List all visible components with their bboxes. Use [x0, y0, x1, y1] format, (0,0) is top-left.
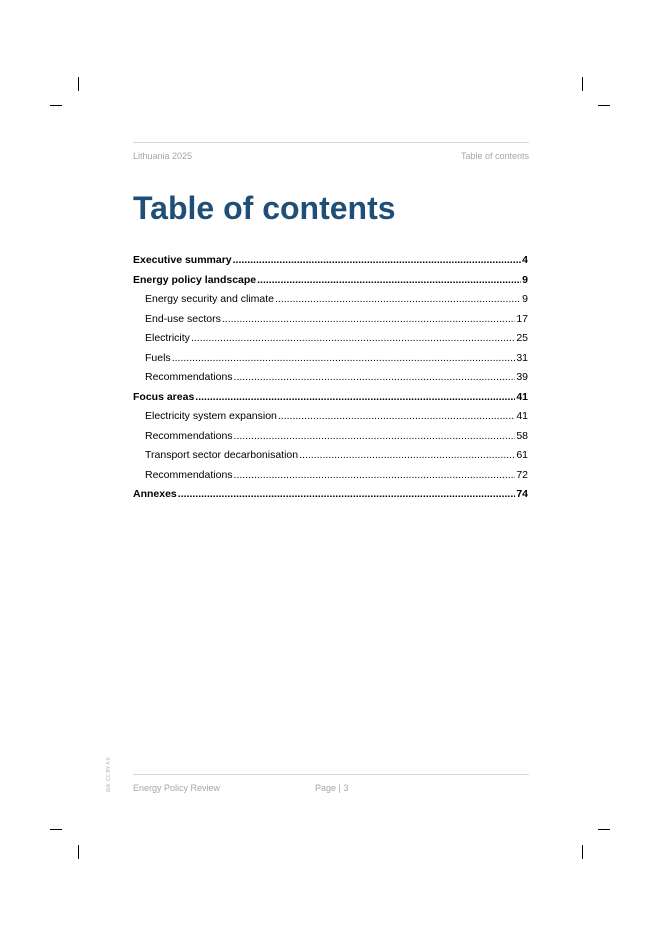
toc-entry-title: Executive summary [133, 254, 232, 266]
toc-entry-title: End-use sectors [145, 312, 221, 325]
toc-dot-leader [195, 390, 515, 404]
running-header-country: Lithuania 2025 [133, 151, 193, 161]
toc-entry-title: Energy security and climate [145, 293, 274, 305]
toc-dot-leader [278, 409, 515, 423]
toc-entry[interactable] [133, 370, 528, 390]
toc-entry[interactable] [133, 409, 528, 429]
toc-entry-title: Annexes [133, 488, 177, 500]
toc-entry-title: Recommendations [145, 371, 233, 383]
crop-mark-top-right-vertical [582, 77, 583, 91]
toc-entry[interactable] [133, 292, 528, 312]
toc-entry-page: 41 [516, 410, 528, 422]
toc-entry-title: Transport sector decarbonisation [145, 449, 299, 461]
toc-entry-page: 25 [516, 332, 528, 344]
toc-dot-leader [257, 273, 521, 287]
toc-entry-title: Electricity system expansion [145, 410, 277, 422]
toc-entry-title: Recommendations [145, 468, 233, 481]
toc-entry-page: 72 [516, 468, 528, 481]
toc-entry[interactable] [133, 390, 528, 410]
crop-mark-top-right-horizontal [598, 105, 610, 106]
crop-mark-bottom-left-vertical [78, 845, 79, 859]
toc-entry[interactable] [133, 273, 528, 293]
toc-entry[interactable] [133, 312, 528, 332]
toc-dot-leader [233, 253, 522, 267]
toc-entry[interactable] [133, 468, 528, 488]
toc-entry[interactable] [133, 253, 528, 273]
toc-entry[interactable] [133, 331, 528, 351]
crop-mark-top-left-horizontal [50, 105, 62, 106]
crop-mark-bottom-left-horizontal [50, 829, 62, 830]
toc-entry-page: 17 [516, 312, 528, 325]
toc-entry-page: 9 [522, 293, 528, 305]
toc-entry-page: 41 [516, 390, 528, 403]
toc-dot-leader [234, 429, 516, 443]
toc-entry[interactable] [133, 351, 528, 371]
page-title: Table of contents [133, 190, 396, 226]
toc-entry-page: 39 [516, 371, 528, 383]
toc-entry-page: 61 [516, 449, 528, 461]
toc-dot-leader [234, 370, 516, 384]
header-divider [133, 142, 529, 143]
toc-entry-page: 58 [516, 429, 528, 442]
toc-dot-leader [172, 351, 516, 365]
toc-dot-leader [234, 468, 516, 482]
toc-dot-leader [191, 331, 515, 345]
toc-dot-leader [222, 312, 515, 326]
toc-entry-title: Energy policy landscape [133, 273, 257, 286]
page-number: Page | 3 [315, 783, 349, 793]
toc-entry-page: 4 [522, 254, 528, 266]
toc-dot-leader [275, 292, 521, 306]
running-footer-publication: Energy Policy Review [133, 783, 221, 793]
table-of-contents [133, 253, 528, 507]
running-header-section: Table of contents [460, 151, 529, 161]
toc-entry-title: Electricity [145, 332, 190, 344]
crop-mark-bottom-right-vertical [582, 845, 583, 859]
toc-entry-title: Fuels [145, 351, 171, 364]
crop-mark-top-left-vertical [78, 77, 79, 91]
toc-entry-page: 31 [516, 351, 528, 364]
toc-entry[interactable] [133, 448, 528, 468]
toc-entry-title: Focus areas [133, 390, 195, 403]
toc-entry[interactable] [133, 487, 528, 507]
toc-entry-title: Recommendations [145, 429, 233, 442]
toc-dot-leader [299, 448, 515, 462]
footer-divider [133, 774, 529, 775]
license-mark: IEA. CC BY 4.0. [106, 756, 112, 792]
toc-entry-page: 74 [516, 488, 528, 500]
toc-entry-page: 9 [522, 273, 528, 286]
toc-dot-leader [178, 487, 516, 501]
toc-entry[interactable] [133, 429, 528, 449]
crop-mark-bottom-right-horizontal [598, 829, 610, 830]
